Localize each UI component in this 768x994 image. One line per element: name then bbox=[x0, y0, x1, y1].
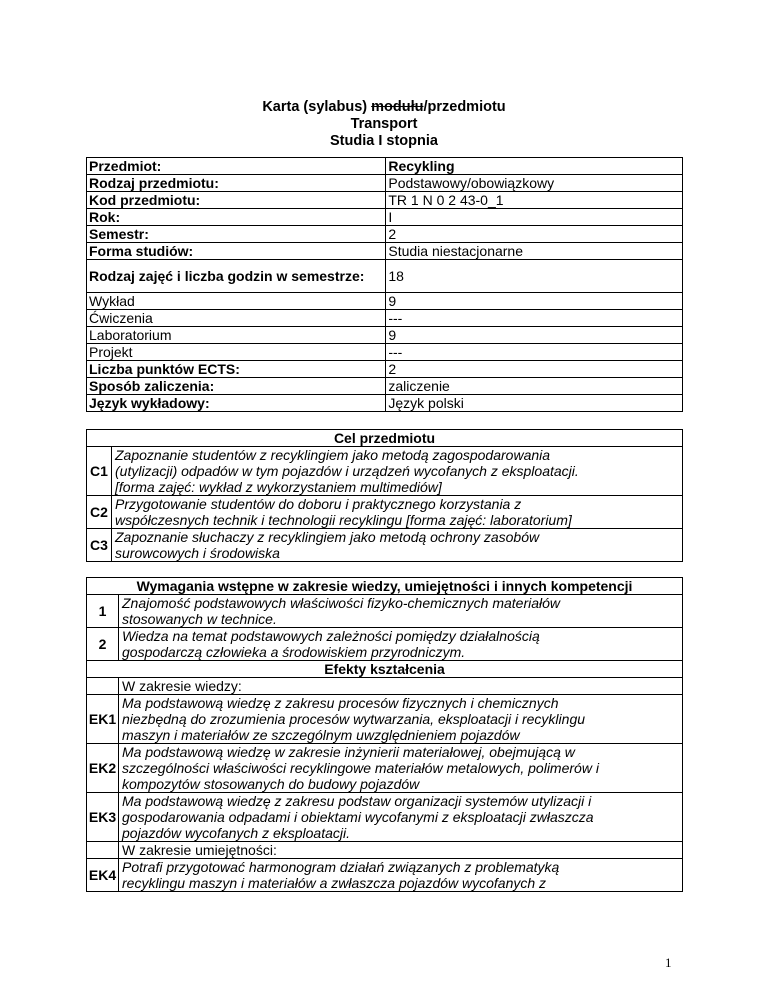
outcome-code: EK2 bbox=[87, 744, 119, 793]
requirement-code: 2 bbox=[87, 628, 119, 661]
text-line: gospodarczą człowieka a środowiskiem przyrodniczym. bbox=[122, 644, 466, 660]
header-level: Studia I stopnia bbox=[330, 133, 438, 149]
outcomes-title-row bbox=[87, 661, 683, 678]
text-line: [forma zajęć: wykład z wykorzystaniem multimediów] bbox=[115, 479, 442, 495]
info-label: Rodzaj zajęć i liczba godzin w semestrze: bbox=[87, 260, 386, 293]
info-label: Projekt bbox=[87, 344, 386, 361]
empty-cell bbox=[87, 842, 119, 859]
info-row bbox=[87, 361, 683, 378]
outcome-row bbox=[87, 744, 683, 793]
text-line: (utylizacji) odpadów w tym pojazdów i urządzeń wycofanych z eksploatacji. bbox=[115, 463, 579, 479]
outcome-code: EK1 bbox=[87, 695, 119, 744]
section-label: W zakresie umiejętności: bbox=[119, 842, 683, 859]
text-line: Przygotowanie studentów do doboru i praktycznego korzystania z bbox=[115, 496, 522, 512]
info-row bbox=[87, 158, 683, 175]
info-value: 9 bbox=[386, 327, 683, 344]
outcome-code: EK4 bbox=[87, 859, 119, 892]
info-value: I bbox=[386, 209, 683, 226]
requirement-row bbox=[87, 628, 683, 661]
info-label: Sposób zaliczenia: bbox=[87, 378, 386, 395]
info-row bbox=[87, 226, 683, 243]
requirements-title-row bbox=[87, 578, 683, 595]
text-line: maszyn i materiałów ze szczególnym uwzględnieniem pojazdów bbox=[122, 727, 520, 743]
requirement-code: 1 bbox=[87, 595, 119, 628]
info-label: Wykład bbox=[87, 293, 386, 310]
goal-row bbox=[87, 496, 683, 529]
goal-code: C2 bbox=[87, 496, 112, 529]
goal-code: C3 bbox=[87, 529, 112, 562]
info-label: Semestr: bbox=[87, 226, 386, 243]
goal-text bbox=[112, 447, 683, 496]
info-label: Kod przedmiotu: bbox=[87, 192, 386, 209]
text-line: pojazdów wycofanych z eksploatacji. bbox=[122, 825, 351, 841]
goal-row bbox=[87, 447, 683, 496]
info-value: Język polski bbox=[386, 395, 683, 412]
requirements-outcomes-table bbox=[86, 577, 683, 892]
requirement-text bbox=[119, 628, 683, 661]
requirement-text bbox=[119, 595, 683, 628]
info-value: --- bbox=[386, 344, 683, 361]
text-line: recyklingu maszyn i materiałów a zwłaszcza pojazdów wycofanych z bbox=[122, 875, 547, 891]
text-line: stosowanych w technice. bbox=[122, 611, 277, 627]
text-line: Ma podstawową wiedzę w zakresie inżynierii materiałowej, obejmującą w bbox=[122, 744, 575, 760]
info-label: Rodzaj przedmiotu: bbox=[87, 175, 386, 192]
course-goals-table bbox=[86, 429, 683, 562]
page-number: 1 bbox=[665, 955, 672, 970]
info-row bbox=[87, 327, 683, 344]
info-label: Liczba punktów ECTS: bbox=[87, 361, 386, 378]
info-label: Ćwiczenia bbox=[87, 310, 386, 327]
info-label: Rok: bbox=[87, 209, 386, 226]
requirements-title: Wymagania wstępne w zakresie wiedzy, umiejętności i innych kompetencji bbox=[87, 578, 683, 595]
course-info-table bbox=[86, 157, 683, 412]
outcomes-section-row bbox=[87, 678, 683, 695]
info-value: Podstawowy/obowiązkowy bbox=[386, 175, 683, 192]
document-header bbox=[0, 99, 768, 150]
text-line: szczególności właściwości recyklingowe materiałów metalowych, polimerów i bbox=[122, 760, 599, 776]
info-value: 9 bbox=[386, 293, 683, 310]
header-title-line: Karta (sylabus) modułu/przedmiotu bbox=[262, 99, 506, 115]
info-value: Recykling bbox=[386, 158, 683, 175]
info-value: 2 bbox=[386, 361, 683, 378]
text-line: współczesnych technik i technologii recyklingu [forma zajęć: laboratorium] bbox=[115, 512, 572, 528]
text-line: Znajomość podstawowych właściwości fizyko-chemicznych materiałów bbox=[122, 595, 561, 611]
outcome-text bbox=[119, 695, 683, 744]
info-row bbox=[87, 293, 683, 310]
info-value: Studia niestacjonarne bbox=[386, 243, 683, 260]
outcome-row bbox=[87, 859, 683, 892]
info-label: Przedmiot: bbox=[87, 158, 386, 175]
text-line: gospodarowania odpadami i obiektami wycofanymi z eksploatacji zwłaszcza bbox=[122, 809, 594, 825]
text-line: niezbędną do zrozumienia procesów wytwarzania, eksploatacji i recyklingu bbox=[122, 711, 586, 727]
info-row bbox=[87, 192, 683, 209]
info-row bbox=[87, 344, 683, 361]
info-label: Język wykładowy: bbox=[87, 395, 386, 412]
info-value: 18 bbox=[386, 260, 683, 293]
info-value: TR 1 N 0 2 43-0_1 bbox=[386, 192, 683, 209]
goal-row bbox=[87, 529, 683, 562]
text-line: Zapoznanie studentów z recyklingiem jako metodą zagospodarowania bbox=[115, 447, 551, 463]
goals-title-row bbox=[87, 430, 683, 447]
text-line: Ma podstawową wiedzę z zakresu procesów fizycznych i chemicznych bbox=[122, 695, 559, 711]
goal-code: C1 bbox=[87, 447, 112, 496]
info-value: --- bbox=[386, 310, 683, 327]
outcome-text bbox=[119, 859, 683, 892]
info-row bbox=[87, 209, 683, 226]
outcome-text bbox=[119, 744, 683, 793]
info-value: zaliczenie bbox=[386, 378, 683, 395]
text-line: kompozytów stosowanych do budowy pojazdów bbox=[122, 776, 420, 792]
text-line: Zapoznanie słuchaczy z recyklingiem jako metodą ochrony zasobów bbox=[115, 529, 540, 545]
requirement-row bbox=[87, 595, 683, 628]
info-row bbox=[87, 175, 683, 192]
outcome-code: EK3 bbox=[87, 793, 119, 842]
outcome-text bbox=[119, 793, 683, 842]
outcomes-title: Efekty kształcenia bbox=[87, 661, 683, 678]
text-line: surowcowych i środowiska bbox=[115, 545, 280, 561]
header-field: Transport bbox=[350, 116, 418, 132]
outcome-row bbox=[87, 793, 683, 842]
info-value: 2 bbox=[386, 226, 683, 243]
goals-title: Cel przedmiotu bbox=[87, 430, 683, 447]
section-label: W zakresie wiedzy: bbox=[119, 678, 683, 695]
text-line: Potrafi przygotować harmonogram działań związanych z problematyką bbox=[122, 859, 560, 875]
info-label: Laboratorium bbox=[87, 327, 386, 344]
info-row bbox=[87, 310, 683, 327]
text-line: Ma podstawową wiedzę z zakresu podstaw organizacji systemów utylizacji i bbox=[122, 793, 592, 809]
info-row bbox=[87, 395, 683, 412]
goal-text bbox=[112, 496, 683, 529]
info-label: Forma studiów: bbox=[87, 243, 386, 260]
outcomes-section-row bbox=[87, 842, 683, 859]
empty-cell bbox=[87, 678, 119, 695]
info-row bbox=[87, 243, 683, 260]
text-line: Wiedza na temat podstawowych zależności pomiędzy działalnością bbox=[122, 628, 540, 644]
goal-text bbox=[112, 529, 683, 562]
info-row bbox=[87, 260, 683, 293]
struck-word: modułu bbox=[371, 99, 424, 115]
info-row bbox=[87, 378, 683, 395]
outcome-row bbox=[87, 695, 683, 744]
